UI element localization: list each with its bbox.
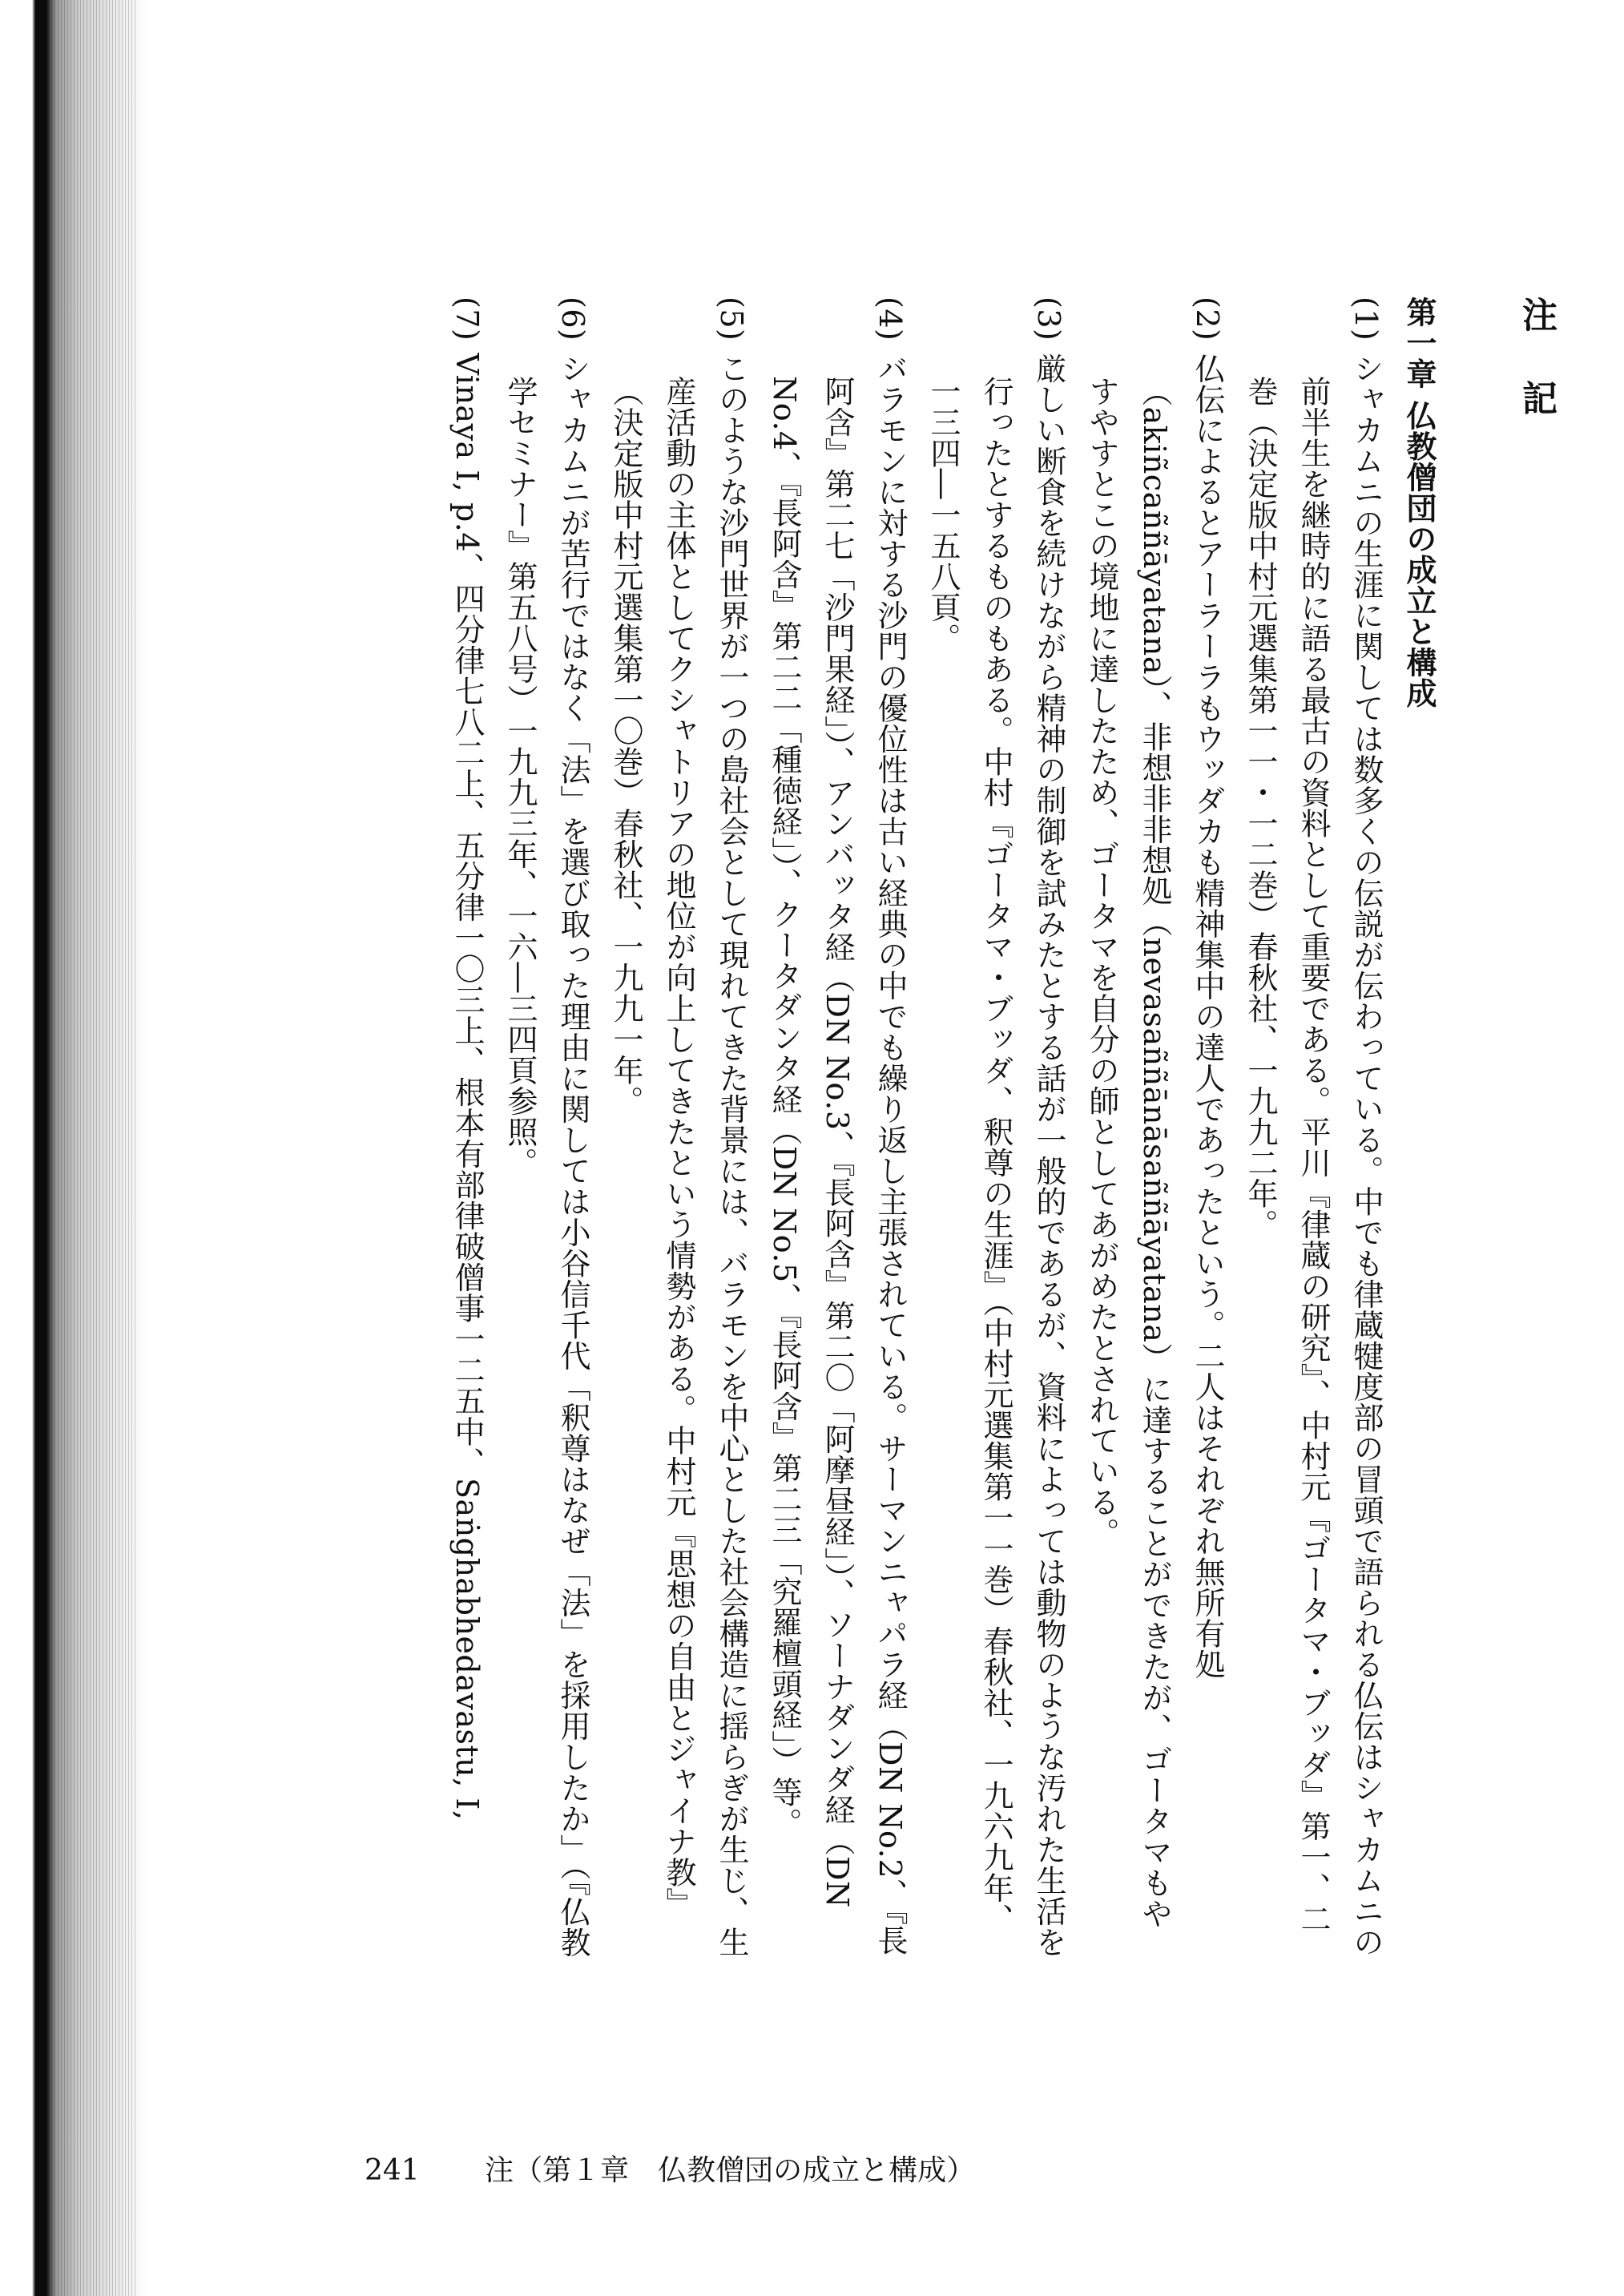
- note-item-7: [441, 297, 494, 1959]
- book-binding-shadow: [0, 0, 148, 2296]
- note-number: (5): [714, 297, 749, 341]
- page-number: 241: [365, 2154, 420, 2187]
- note-item-5: [599, 297, 758, 1959]
- note-item-4: [758, 297, 917, 1959]
- note-text: 仏伝によるとアーラーラもウッダカも精神集中の達人であったという。二人はそれぞれ無所有処（akiñcaññāyatana）、非想非非想処（nevasaññānāsaññāyatana）に達することができたが、ゴータマもやすやすとこの境地に達したため、ゴータマを自分の師としてあがめたとされている。: [1084, 353, 1225, 1929]
- note-item-3: [917, 297, 1075, 1959]
- note-item-6: [494, 297, 599, 1959]
- note-item-2: [1075, 297, 1234, 1959]
- chapter-title: 第一章 仏教僧団の成立と構成: [1401, 297, 1437, 709]
- note-number: (4): [872, 297, 908, 341]
- note-number: (2): [1190, 297, 1225, 341]
- note-number: (3): [1031, 297, 1066, 341]
- note-number: (1): [1348, 297, 1384, 341]
- vertical-text-block: [441, 297, 1562, 1959]
- page-footer: [365, 2148, 975, 2189]
- page-heading: 注記: [1516, 297, 1557, 463]
- running-title: 注（第１章 仏教僧団の成立と構成）: [485, 2154, 976, 2187]
- note-text: シャカムニの生涯に関しては数多くの伝説が伝わっている。中でも律蔵犍度部の冒頭で語られる仏伝はシャカムニの前半生を継時的に語る最古の資料として重要である。平川『律蔵の研究』、中村元『ゴータマ・ブッダ』第一、二巻（決定版中村元選集第一一・一二巻）春秋社、一九九二年。: [1243, 353, 1384, 1958]
- note-item-1: [1234, 297, 1392, 1959]
- note-text: バラモンに対する沙門の優位性は古い経典の中でも繰り返し主張されている。サーマンニャパラ経（DN No.2、『長阿含』第二七「沙門果経」）、アンバッタ経（DN No.3、『長阿含』第二〇「阿摩昼経」）、ソーナダンダ経（DN No.4、『長阿含』第二二「種徳経」）、クータダンタ経（DN No.5、『長阿含』第二三「究羅檀頭経」）等。: [767, 353, 908, 1956]
- note-text: Vinaya I, p.4、四分律七八二上、五分律一〇三上、根本有部律破僧事一二五中、Saṅghabhedavastu, I,: [449, 353, 485, 1821]
- note-text: シャカムニが苦行ではなく「法」を選び取った理由に関しては小谷信千代「釈尊はなぜ「法」を採用したか」（『仏教学セミナー』第五八号）一九九三年、一六―三四頁参照。: [502, 353, 590, 1959]
- notes-page: [449, 297, 1562, 1959]
- note-text: このような沙門世界が一つの島社会として現れてきた背景には、バラモンを中心とした社会構造に揺らぎが生じ、生産活動の主体としてクシャトリアの地位が向上してきたという情勢がある。中村元『思想の自由とジャイナ教』（決定版中村元選集第一〇巻）春秋社、一九九一年。: [608, 353, 749, 1958]
- note-number: (6): [555, 297, 590, 341]
- note-number: (7): [449, 297, 485, 341]
- note-text: 厳しい断食を続けながら精神の制御を試みたとする話が一般的であるが、資料によっては動物のような汚れた生活を行ったとするものもある。中村『ゴータマ・ブッダ、釈尊の生涯』（中村元選集第一一巻）春秋社、一九六九年、一三四―一五八頁。: [925, 353, 1066, 1958]
